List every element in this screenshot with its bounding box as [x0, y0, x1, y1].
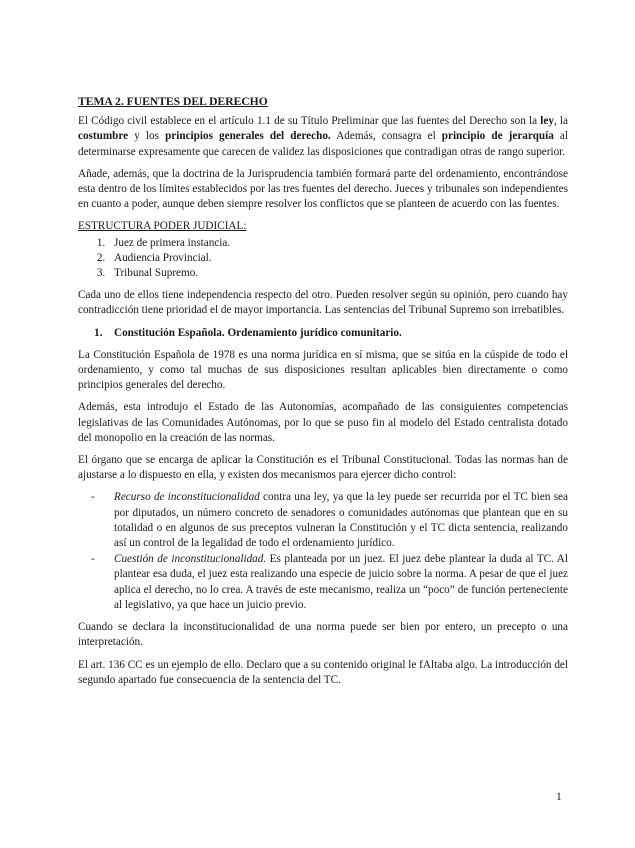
mechanism-term: Recurso de inconstitucionalidad — [114, 491, 260, 504]
paragraph-independence: Cada uno de ellos tiene independencia respecto del otro. Pueden resolver según su opinión, pero cuando hay contradicción tiene prioridad el de mayor importancia. Las sentencias del Tribunal Supremo son irrebatibles. — [78, 289, 568, 317]
text-span: y los — [128, 130, 166, 143]
paragraph-sources — [78, 114, 568, 160]
document-title: TEMA 2. FUENTES DEL DERECHO — [78, 95, 268, 108]
text-span: , la — [553, 115, 569, 128]
bold-term-costumbre: costumbre — [78, 130, 129, 143]
bold-term-jerarquia: principio de jerarquía — [441, 130, 554, 143]
bold-term-principios: principios generales del derecho. — [165, 130, 331, 143]
page-number: 1 — [556, 791, 562, 803]
dash-bullet: - — [91, 553, 95, 566]
section-heading — [78, 326, 568, 341]
mechanism-text: contra una ley, ya que la ley puede ser recurrida por el TC bien sea por diputados, un número concreto de senadores o comunidades autónomas que plantean que en su totalidad o en algunos de sus preceptos vulneran la Constitución y el TC dicta sentencia, realizando así un control de la legalidad de todo el ordenamiento jurídico. — [114, 491, 568, 550]
bold-term-ley: ley — [540, 115, 554, 128]
paragraph-declaration: Cuando se declara la inconstitucionalidad de una norma puede ser bien por entero, un precepto o una interpretación. — [78, 621, 568, 649]
section-number: 1. — [94, 326, 103, 339]
text-span: al determinarse expresamente que carecen de validez las disposiciones que contradigan otras de rango superior. — [78, 130, 568, 158]
document-page — [78, 94, 568, 695]
dash-bullet: - — [91, 491, 95, 504]
court-item: 2. Audiencia Provincial. — [108, 251, 568, 266]
mechanism-item — [91, 490, 568, 551]
mechanism-text: Es planteada por un juez. El juez debe plantear la duda al TC. Al plantear esa duda, el juez esta realizando una especie de juicio sobre la norma. A pesar de que el juez aplica el derecho, no lo crea. A través de este mecanismo, realiza un “poco” de función perteneciente al legislativo, ya que hace un juicio previo. — [114, 553, 568, 611]
paragraph-constitution: La Constitución Española de 1978 es una norma jurídica en sí misma, que se sitúa en la cúspide de todo el ordenamiento, y como tal muchas de sus disposiciones resultan aplicables bien directamente o como principios generales del derecho. — [78, 348, 568, 392]
mechanism-list — [78, 490, 568, 613]
paragraph-tribunal: El órgano que se encarga de aplicar la Constitución es el Tribunal Constitucional. Todas las normas han de ajustarse a lo dispuesto en ella, y existen dos mecanismos para ejercer dicho control: — [78, 454, 568, 482]
paragraph-jurisprudence: Añade, además, que la doctrina de la Jurisprudencia también formará parte del ordenamiento, encontrándose esta dentro de los límites establecidos por las tres fuentes del derecho. Jueces y tribunales son independientes en cuanto a poder, aunque deben siempre resolver los conflictos que se planteen de acuerdo con las fuentes. — [78, 167, 568, 211]
court-item: 3. Tribunal Supremo. — [108, 266, 568, 281]
court-item: 1. Juez de primera instancia. — [108, 236, 568, 251]
section-title: Constitución Española. Ordenamiento jurídico comunitario. — [114, 326, 402, 339]
structure-heading: ESTRUCTURA PODER JUDICIAL: — [78, 220, 247, 233]
paragraph-autonomies: Además, esta introdujo el Estado de las Autonomías, acompañado de las consiguientes competencias legislativas de las Comunidades Autónomas, por lo que se puso fin al modelo del Estado centralista dotado del monopolio en la creación de las normas. — [78, 401, 568, 444]
text-span: Además, consagra el — [330, 130, 442, 143]
text-span: El Código civil establece en el artículo 1.1 de su Título Preliminar que las fuentes del Derecho son la — [78, 115, 541, 128]
paragraph-example: El art. 136 CC es un ejemplo de ello. Declaro que a su contenido original le fAltaba algo. La introducción del segundo apartado fue consecuencia de la sentencia del TC. — [78, 658, 568, 686]
mechanism-term: Cuestión de inconstitucionalidad. — [114, 553, 267, 566]
mechanism-item — [91, 552, 568, 613]
court-list — [78, 236, 568, 282]
